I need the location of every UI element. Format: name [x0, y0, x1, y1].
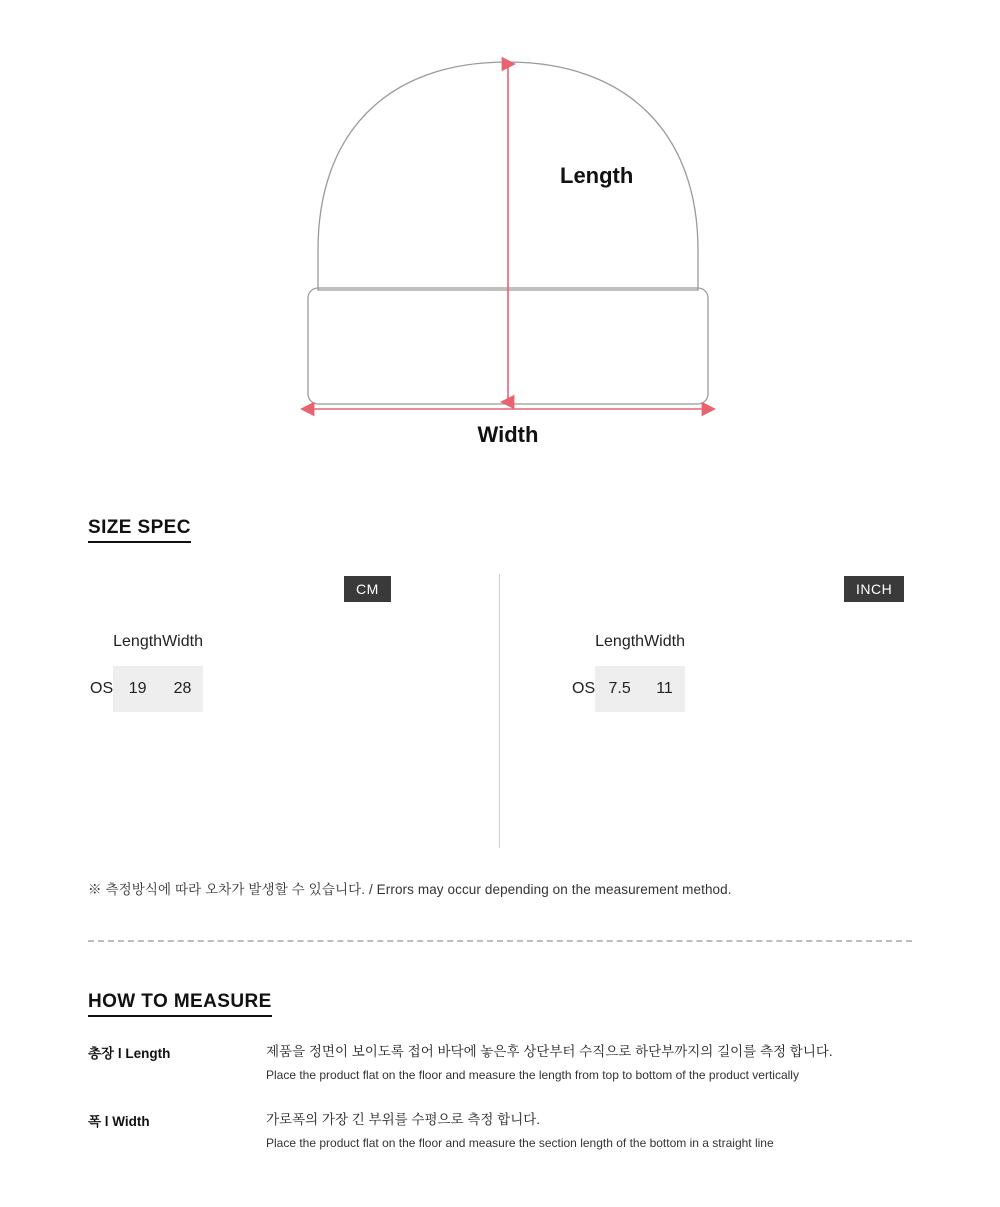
how-to-measure-list	[88, 1042, 928, 1178]
table-divider	[499, 574, 500, 848]
measure-item-width	[88, 1110, 928, 1156]
measure-text-ko: 가로폭의 가장 긴 부위를 수평으로 측정 합니다.	[266, 1112, 541, 1127]
table-corner-cell	[88, 618, 113, 666]
table-header-row	[570, 618, 685, 666]
measure-description-width	[266, 1110, 928, 1152]
unit-badge-inch: INCH	[844, 576, 904, 602]
table-row	[88, 666, 203, 712]
row-size-label: OS	[572, 680, 596, 697]
size-spec-tables	[0, 566, 1000, 846]
cell-width-inch: 11	[644, 666, 685, 712]
how-to-measure-heading: HOW TO MEASURE	[88, 992, 272, 1017]
column-header-length: Length	[595, 633, 645, 650]
column-header-width: Width	[644, 633, 685, 650]
table-row	[570, 666, 685, 712]
measure-text-en: Place the product flat on the floor and measure the section length of the bottom in a straight line	[266, 1135, 774, 1150]
measure-description-length	[266, 1042, 928, 1084]
dashed-divider	[88, 940, 912, 943]
measure-text-ko: 제품을 정면이 보이도록 접어 바닥에 놓은후 상단부터 수직으로 하단부까지의 길이를 측정 합니다.	[266, 1044, 833, 1059]
cell-width-cm: 28	[162, 666, 203, 712]
measure-text-en: Place the product flat on the floor and measure the length from top to bottom of the product vertically	[266, 1067, 799, 1082]
table-corner-cell	[570, 618, 595, 666]
measurement-error-note: ※ 측정방식에 따라 오차가 발생할 수 있습니다. / Errors may occur depending on the measurement method.	[88, 882, 732, 897]
cell-length-inch: 7.5	[595, 666, 644, 712]
measure-item-length	[88, 1042, 928, 1088]
cell-length-cm: 19	[113, 666, 162, 712]
spec-table-cm	[88, 618, 203, 712]
size-spec-heading: SIZE SPEC	[88, 518, 191, 543]
measure-label-length: 총장 l Length	[88, 1046, 171, 1061]
measure-label-width: 폭 l Width	[88, 1114, 150, 1129]
spec-table-inch	[570, 618, 685, 712]
column-header-width: Width	[162, 633, 203, 650]
column-header-length: Length	[113, 633, 163, 650]
length-label: Length	[560, 163, 634, 188]
table-header-row	[88, 618, 203, 666]
beanie-measurement-diagram	[0, 0, 1000, 470]
unit-badge-cm: CM	[344, 576, 391, 602]
row-size-label: OS	[90, 680, 114, 697]
width-label: Width	[477, 422, 539, 447]
